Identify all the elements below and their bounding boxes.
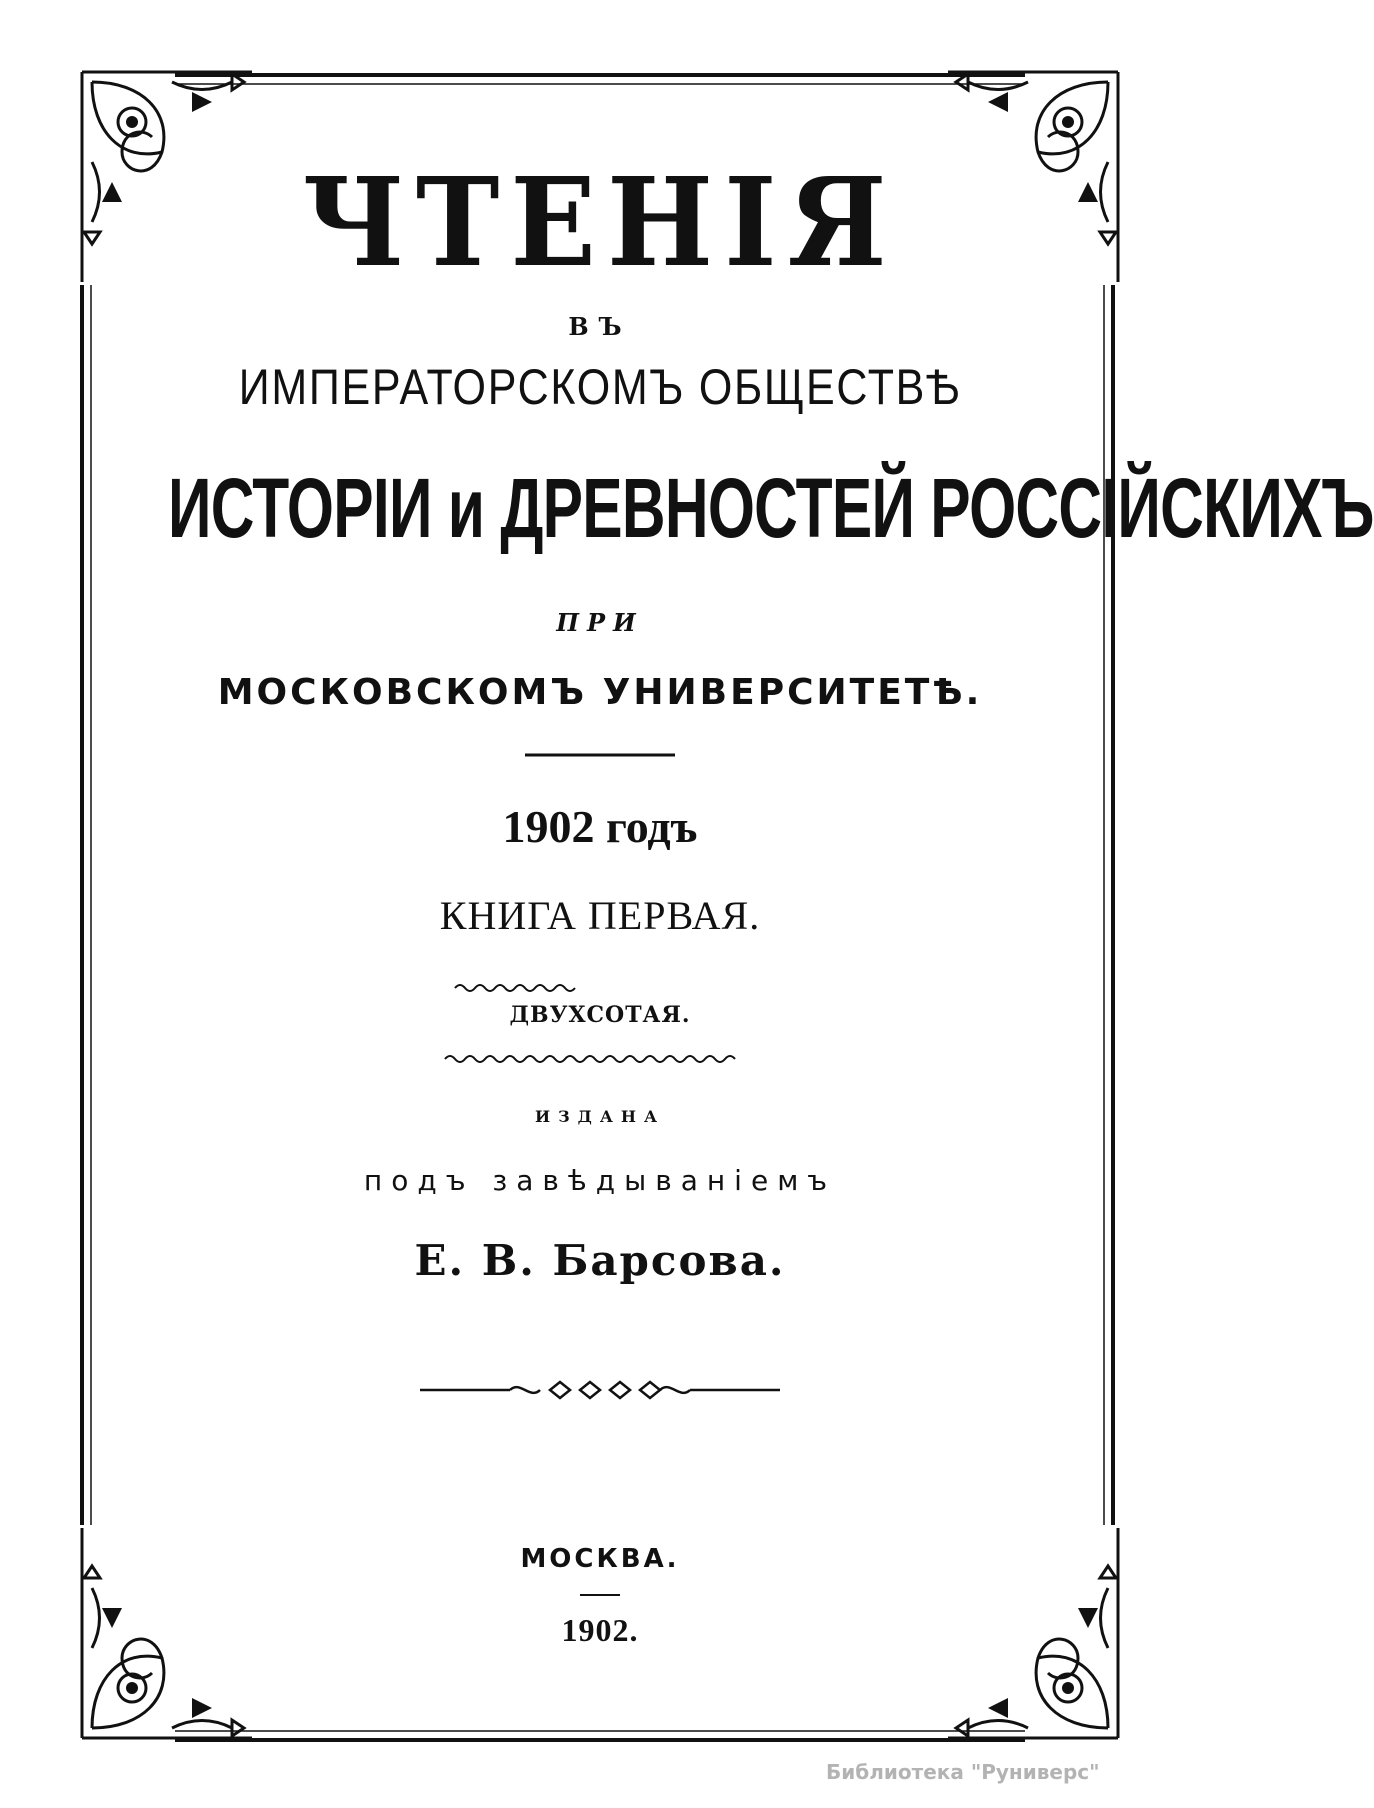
editor-line: Е. В. Барсова. [414,1236,786,1285]
divider-rule [525,750,675,760]
preposition-line: ВЪ [568,312,632,341]
library-watermark: Библиотека "Руниверс" [826,1760,1100,1784]
under-line: подъ завѣдываніемъ [363,1164,837,1197]
wavy-rule-bottom [445,1053,735,1065]
wavy-rule-top [455,982,575,994]
flourish-ornament [420,1375,780,1405]
at-line: ПРИ [556,608,644,637]
city-line: МОСКВА. [520,1544,680,1574]
university-line: МОСКОВСКОМЪ УНИВЕРСИТЕТѢ. [217,672,983,713]
volume-line: ДВУХСОТАЯ. [509,1002,691,1028]
year-line: 1902 годъ [502,801,698,852]
book-line: КНИГА ПЕРВАЯ. [439,893,761,938]
published-line: ИЗДАНА [534,1107,666,1126]
society-line: ИМПЕРАТОРСКОМЪ ОБЩЕСТВѢ [238,359,962,415]
short-rule [580,1592,620,1598]
print-year-line: 1902. [561,1612,639,1648]
page-title: ЧТЕНІЯ [302,150,898,294]
history-line: ИСТОРІИ и ДРЕВНОСТЕЙ РОССІЙСКИХЪ [167,461,1374,555]
